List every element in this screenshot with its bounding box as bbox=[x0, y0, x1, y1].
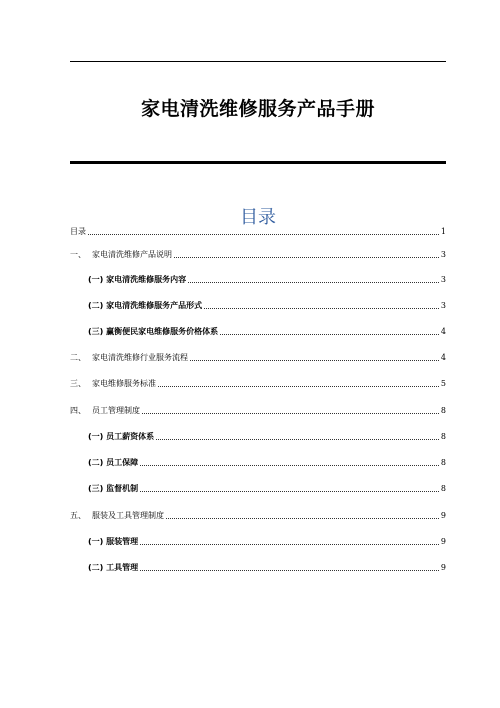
toc-entry[interactable] bbox=[70, 430, 446, 442]
toc-entry[interactable] bbox=[70, 456, 446, 468]
toc-page-number: 9 bbox=[440, 537, 446, 546]
toc-entry-label: (三) 赢衡便民家电维修服务价格体系 bbox=[88, 327, 219, 336]
toc-entry[interactable] bbox=[70, 248, 446, 260]
toc-leader-dots bbox=[140, 491, 439, 492]
toc-page-number: 4 bbox=[440, 327, 446, 336]
toc-entry[interactable] bbox=[70, 273, 446, 285]
toc-leader-dots bbox=[204, 308, 439, 309]
toc-page-number: 4 bbox=[440, 353, 446, 362]
toc-heading: 目录 bbox=[240, 207, 276, 228]
toc-entry-label: (一) 员工薪资体系 bbox=[88, 432, 155, 441]
toc-page-number: 8 bbox=[440, 484, 446, 493]
toc-page-number: 8 bbox=[440, 432, 446, 441]
toc-page-number: 5 bbox=[440, 379, 446, 388]
toc-entry[interactable] bbox=[70, 404, 446, 416]
toc-page-number: 8 bbox=[440, 406, 446, 415]
toc-leader-dots bbox=[166, 518, 439, 519]
toc-page-number: 1 bbox=[440, 227, 446, 236]
toc-entry-label: (一) 家电清洗维修服务内容 bbox=[88, 275, 187, 284]
toc-leader-dots bbox=[88, 234, 439, 235]
toc-leader-dots bbox=[142, 413, 439, 414]
toc-entry[interactable] bbox=[70, 535, 446, 547]
toc-entry-label: (二) 员工保障 bbox=[88, 458, 139, 467]
toc-entry-label: 三、 家电维修服务标准 bbox=[70, 379, 156, 388]
toc-entry[interactable] bbox=[70, 509, 446, 521]
toc-page-number: 3 bbox=[440, 250, 446, 259]
toc-entry-label: 一、 家电清洗维修产品说明 bbox=[70, 250, 172, 259]
toc-leader-dots bbox=[156, 439, 439, 440]
toc-page-number: 3 bbox=[440, 275, 446, 284]
toc-entry-label: (一) 服装管理 bbox=[88, 537, 139, 546]
toc-leader-dots bbox=[158, 386, 439, 387]
toc-entry[interactable] bbox=[70, 561, 446, 573]
toc-entry[interactable] bbox=[70, 482, 446, 494]
toc-entry-label: 目录 bbox=[70, 227, 86, 236]
toc-entry[interactable] bbox=[70, 351, 446, 363]
top-rule bbox=[70, 61, 446, 62]
toc-entry-label: 二、 家电清洗维修行业服务流程 bbox=[70, 353, 188, 362]
toc-entry[interactable] bbox=[70, 299, 446, 311]
toc-entry[interactable] bbox=[70, 225, 446, 237]
toc-page-number: 9 bbox=[440, 563, 446, 572]
toc-entry[interactable] bbox=[70, 325, 446, 337]
toc-entry-label: 五、 服装及工具管理制度 bbox=[70, 511, 164, 520]
toc-page-number: 9 bbox=[440, 511, 446, 520]
toc-leader-dots bbox=[174, 257, 439, 258]
toc-page-number: 8 bbox=[440, 458, 446, 467]
toc-leader-dots bbox=[190, 360, 439, 361]
toc-entry-label: (二) 家电清洗维修服务产品形式 bbox=[88, 301, 203, 310]
toc-page-number: 3 bbox=[440, 301, 446, 310]
toc-leader-dots bbox=[188, 282, 439, 283]
toc-entry-label: (三) 监督机制 bbox=[88, 484, 139, 493]
toc-entry[interactable] bbox=[70, 377, 446, 389]
toc-leader-dots bbox=[140, 465, 439, 466]
document-title: 家电清洗维修服务产品手册 bbox=[140, 98, 375, 120]
toc-entry-label: (二) 工具管理 bbox=[88, 563, 139, 572]
title-divider bbox=[70, 161, 446, 164]
toc-entry-label: 四、 员工管理制度 bbox=[70, 406, 140, 415]
toc-leader-dots bbox=[140, 544, 439, 545]
toc-leader-dots bbox=[220, 334, 439, 335]
toc-leader-dots bbox=[140, 570, 439, 571]
